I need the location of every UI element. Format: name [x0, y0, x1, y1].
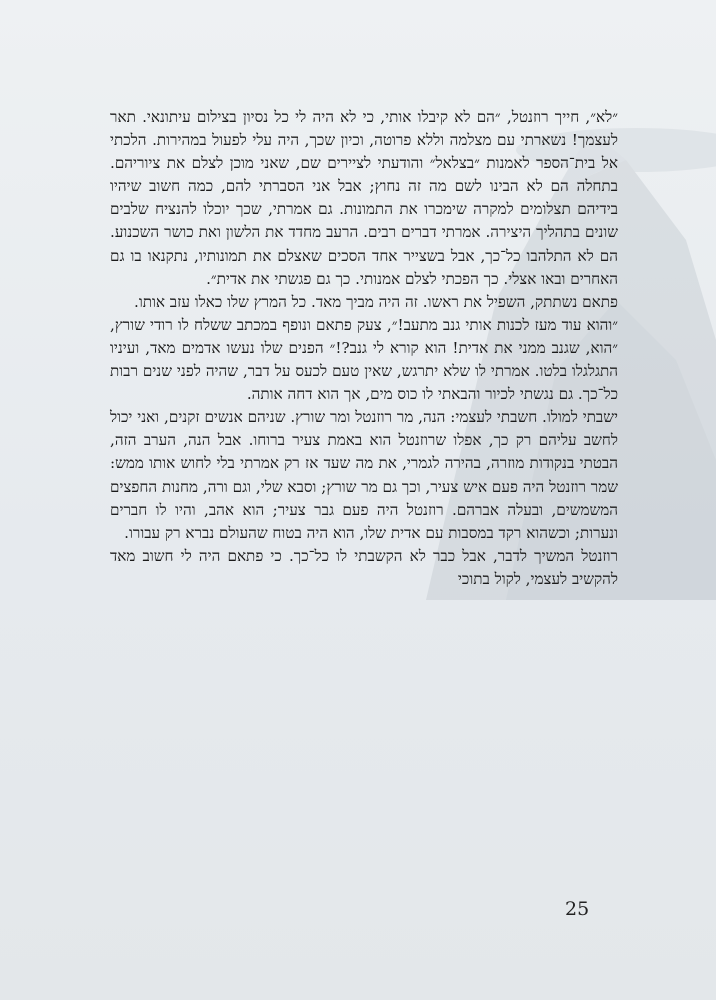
paragraph: ישבתי למולו. חשבתי לעצמי: הנה, מר רוזנטל ומר שורץ. שניהם אנשים זקנים, ואני יכול לחשב עליהם רק כך, אפלו שרוזנטל הוא באמת צעיר ברוחו. אבל הנה, הערב הזה, הבטתי בנקודות מוזרה, בהירה לגמרי, את מה שעד אז רק אמרתי בלי לחוש אותו ממש: שמר רוזנטל היה פעם איש צעיר, וכך גם מר שורץ; וסבא שלי, וגם ורה, מחנות החפצים המשמשים, ובעלה אברהם. רוזנטל היה פעם גבר צעיר; הוא אהב, והיו לו חברים ונערות; וכשהוא רקד במסבות עם אדית שלו, הוא היה בטוח שהעולם נברא רק עבורו.: [110, 408, 618, 542]
paragraph: רוזנטל המשיך לדבר, אבל כבר לא הקשבתי לו כל־כך. כי פתאם היה לי חשוב מאד להקשיב לעצמי, לקול בתוכי: [110, 546, 618, 588]
paragraph: ״לא״, חייך רוזנטל, ״הם לא קיבלו אותי, כי לא היה לי כל נסיון בצילום עיתונאי. תאר לעצמך! נשארתי עם מצלמה וללא פרוטה, וכיון שכך, היה עלי לפעול במהירות. הלכתי אל בית־הספר לאמנות ״בצלאל״ והודעתי לציירים שם, שאני מוכן לצלם את ציוריהם. בתחלה הם לא הבינו לשם מה זה נחוץ; אבל אני הסברתי להם, כמה חשוב שיהיו בידיהם תצלומים למקרה שימכרו את התמונות. גם אמרתי, שכך יוכלו להנציח שלבים שונים בתהליך היצירה. אמרתי דברים רבים. הרעב מחדד את הלשון ואת כושר השכנוע. הם לא התלהבו כל־כך, אבל בשצייר אחד הסכים שאצלם את תמונותיו, נתקנאו בו גם האחרים ובאו אצלי. כך הפכתי לצלם אמנותי. כך גם פגשתי את אדית״.: [110, 108, 618, 288]
body-text: [110, 106, 618, 591]
page-number: 25: [565, 898, 590, 920]
paragraph: פתאם נשתתק, השפיל את ראשו. זה היה מביך מאד. כל המרץ שלו כאלו עזב אותו.: [134, 292, 618, 311]
paragraph: ״והוא עוד מעז לכנות אותי גנב מתעב!״, צעק פתאם ונופף במכתב ששלח לו רודי שורץ, ״הוא, שגנב ממני את אדית! הוא קורא לי גנב?!״ הפנים שלו נעשו אדמים מאד, ועיניו התגלגלו בלטו. אמרתי לו שלא יתרגש, שאין טעם לכעס על דבר, שהיה לפני שנים רבות כל־כך. גם נגשתי לכיור והבאתי לו כוס מים, אך הוא דחה אותה.: [110, 315, 618, 404]
